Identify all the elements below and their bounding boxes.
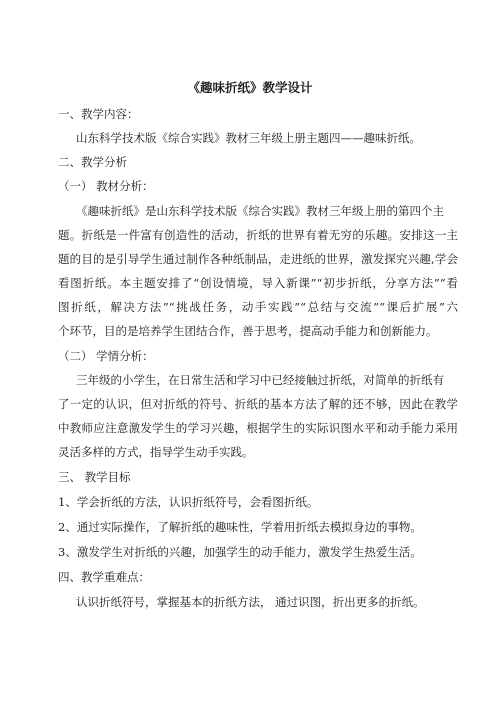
section-3-heading: 三、 教学目标 [58,470,131,484]
paragraph-line: 中教师应注意激发学生的学习兴趣，根据学生的实际识图水平和动手能力采用 [58,421,458,435]
paragraph-line: 题的目的是引导学生通过制作各种纸制品，走进纸的世界，激发探究兴趣,学会 [58,252,458,266]
paragraph-line: 灵活多样的方式，指导学生动手实践。 [58,445,254,459]
objective-item: 3、激发学生对折纸的兴趣，加强学生的动手能力，激发学生热爱生活。 [58,545,422,559]
section-1-text: 山东科学技术版《综合实践》教材三年级上册主题四——趣味折纸。 [76,131,421,145]
objective-item: 2、通过实际操作，了解折纸的趣味性，学着用折纸去模拟身边的事物。 [58,520,422,534]
paragraph-line: 图折纸，解决方法”“挑战任务，动手实践”“总结与交流”“课后扩展”六 [58,300,458,314]
doc-title: 《趣味折纸》教学设计 [187,80,313,95]
paragraph-line: 题。折纸是一件富有创造性的活动，折纸的世界有着无穷的乐趣。安排这一主 [58,228,458,242]
subsection-2-2-heading: （二） 学情分析： [58,349,154,363]
paragraph-line: 《趣味折纸》是山东科学技术版《综合实践》教材三年级上册的第四个主 [76,204,444,218]
section-1-heading: 一、教学内容： [58,107,139,121]
paragraph-line: 三年级的小学生，在日常生活和学习中已经接触过折纸，对简单的折纸有 [76,373,444,387]
section-4-text: 认识折纸符号，掌握基本的折纸方法， 通过识图，折出更多的折纸。 [76,595,425,609]
objective-item: 1、学会折纸的方法，认识折纸符号，会看图折纸。 [58,495,319,509]
section-2-heading: 二、教学分析 [58,155,127,169]
paragraph-line: 了一定的认识，但对折纸的符号、折纸的基本方法了解的还不够，因此在教学 [58,397,458,411]
paragraph-line: 个环节，目的是培养学生团结合作，善于思考，提高动手能力和创新能力。 [58,324,438,338]
subsection-2-1-heading: （一） 教材分析： [58,179,154,193]
paragraph-line: 看图折纸。本主题安排了“创设情境，导入新课”“初步折纸，分享方法”“看 [58,276,458,290]
section-4-heading: 四、教学重难点： [58,570,150,584]
